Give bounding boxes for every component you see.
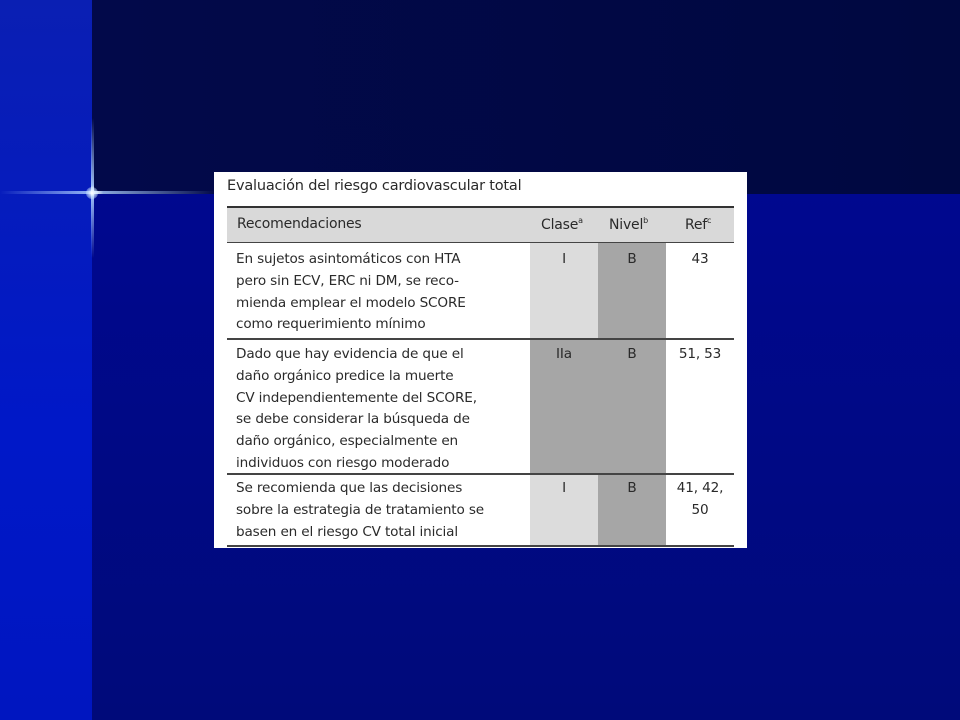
header-ref-footnote: c — [707, 216, 712, 225]
header-ref — [685, 216, 711, 233]
table-header — [227, 208, 734, 243]
header-class — [541, 216, 583, 233]
row3-ref: 41, 42, 50 — [676, 480, 724, 518]
recommendation-table — [227, 206, 734, 546]
row2-ref: 51, 53 — [678, 346, 722, 362]
row1-recommendation: En sujetos asintomáticos con HTA pero sin ECV, ERC ni DM, se reco- mienda emplear el modelo SCORE como requerimiento mínimo — [236, 251, 466, 333]
sparkle-icon — [86, 187, 98, 199]
header-ref-label: Ref — [685, 217, 708, 233]
header-level-footnote: b — [643, 216, 649, 225]
header-class-label: Clase — [541, 217, 579, 233]
row3-recommendation: Se recomienda que las decisiones sobre la estrategia de tratamiento se basen en el riesgo CV total inicial — [236, 480, 484, 540]
row3-class: I — [562, 480, 566, 496]
header-level-label: Nivel — [609, 217, 644, 233]
recommendation-table-image — [214, 172, 747, 548]
row3-level: B — [627, 480, 637, 496]
row1-class: I — [562, 251, 566, 267]
row2-level: B — [627, 346, 637, 362]
slide-background-top — [92, 0, 960, 194]
row-divider — [227, 545, 734, 547]
header-class-footnote: a — [578, 216, 583, 225]
row1-level: B — [627, 251, 637, 267]
table-title: Evaluación del riesgo cardiovascular total — [227, 178, 522, 194]
slide-background-left — [0, 0, 92, 720]
row2-class: IIa — [556, 346, 572, 362]
row1-ref: 43 — [691, 251, 709, 267]
row2-recommendation: Dado que hay evidencia de que el daño orgánico predice la muerte CV independientemente del SCORE, se debe considerar la búsqueda de daño orgánico, especialmente en individuos con riesgo moderado — [236, 346, 477, 471]
header-level — [609, 216, 648, 233]
header-recommendations: Recomendaciones — [237, 216, 362, 232]
sparkle-decoration-horizontal — [0, 191, 215, 194]
row-divider — [227, 338, 734, 340]
